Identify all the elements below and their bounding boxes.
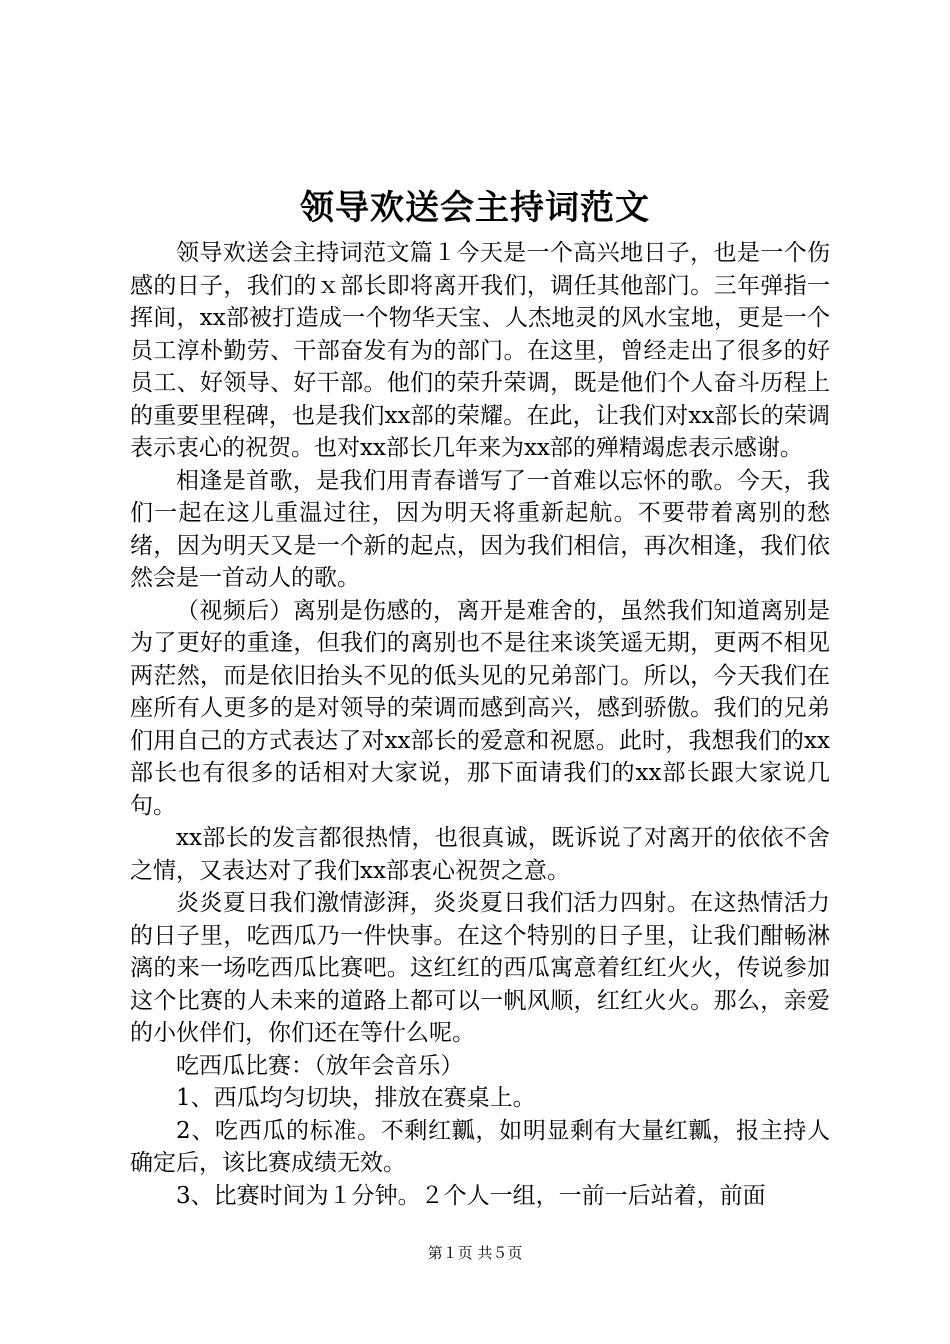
paragraph-6: 吃西瓜比赛：（放年会音乐） — [176, 1052, 464, 1079]
paragraph-2: 相逢是首歌，是我们用青春谱写了一首难以忘怀的歌。今天，我们一起在这儿重温过往，因为明天将重新起航。不要带着离别的愁绪，因为明天又是一个新的起点，因为我们相信，再次相逢，我们依然会是一首动人的歌。 — [130, 467, 830, 591]
paragraph-5: 炎炎夏日我们激情澎湃，炎炎夏日我们活力四射。在这热情活力的日子里，吃西瓜乃一件快事。在这个特别的日子里，让我们酣畅淋漓的来一场吃西瓜比赛吧。这红红的西瓜寓意着红红火火，传说参加这个比赛的人未来的道路上都可以一帆风顺，红红火火。那么，亲爱的小伙伴们，你们还在等什么呢。 — [130, 890, 830, 1046]
page-footer: 第１页 共５页 — [427, 1244, 523, 1262]
paragraph-1: 领导欢送会主持词范文篇１今天是一个高兴地日子，也是一个伤感的日子，我们的ｘ部长即将离开我们，调任其他部门。三年弹指一挥间，xx部被打造成一个物华天宝、人杰地灵的风水宝地，更是一个员工淳朴勤劳、干部奋发有为的部门。在这里，曾经走出了很多的好员工、好领导、好干部。他们的荣升荣调，既是他们个人奋斗历程上的重要里程碑，也是我们xx部的荣耀。在此，让我们对xx部长的荣调表示衷心的祝贺。也对xx部长几年来为xx部的殚精竭虑表示感谢。 — [130, 240, 830, 461]
document-body — [130, 237, 830, 1212]
paragraph-3: （视频后）离别是伤感的，离开是难舍的，虽然我们知道离别是为了更好的重逢，但我们的离别也不是往来谈笑遥无期，更两不相见两茫然，而是依旧抬头不见的低头见的兄弟部门。所以，今天我们在座所有人更多的是对领导的荣调而感到高兴，感到骄傲。我们的兄弟们用自己的方式表达了对xx部长的爱意和祝愿。此时，我想我们的xx部长也有很多的话相对大家说，那下面请我们的xx部长跟大家说几句。 — [130, 597, 830, 819]
paragraph-8: 2、吃西瓜的标准。不剩红瓤，如明显剩有大量红瓤，报主持人确定后，该比赛成绩无效。 — [130, 1117, 830, 1176]
paragraph-7: 1、西瓜均匀切块，排放在赛桌上。 — [176, 1085, 536, 1111]
paragraph-4: xx部长的发言都很热情，也很真诚，既诉说了对离开的依依不舍之情，又表达对了我们xx部衷心祝贺之意。 — [130, 825, 830, 884]
document-title: 领导欢送会主持词范文 — [300, 188, 650, 228]
paragraph-9: 3、比赛时间为１分钟。２个人一组，一前一后站着，前面 — [176, 1182, 766, 1209]
